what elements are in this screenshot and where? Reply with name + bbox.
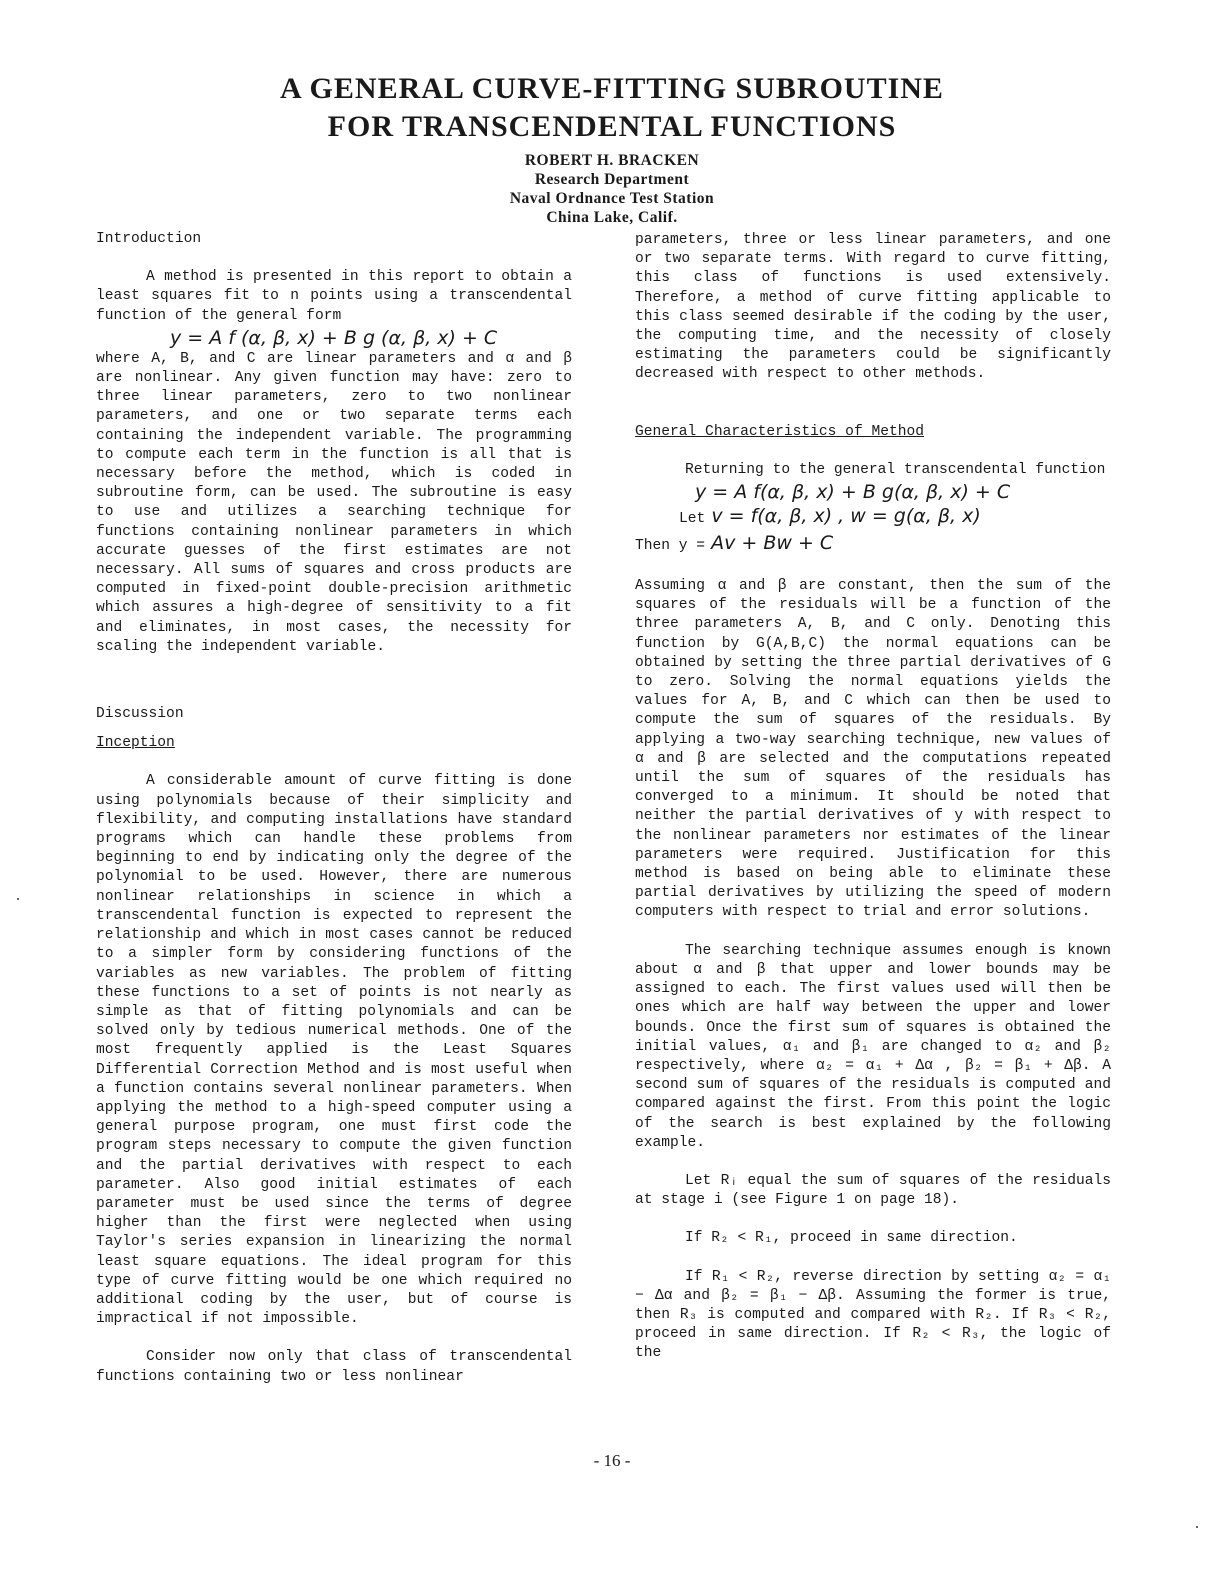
author-organization: Naval Ordnance Test Station	[509, 190, 715, 207]
right-column	[635, 231, 1111, 1364]
linear-form-equation	[635, 531, 1111, 558]
search-paragraph-2: Let Rᵢ equal the sum of squares of the residuals at stage i (see Figure 1 on page 18).	[635, 1172, 1111, 1209]
general-characteristics-heading: General Characteristics of Method	[635, 423, 925, 440]
general-paragraph-1: Returning to the general transcendental function	[685, 461, 1106, 478]
then-label: Then y =	[635, 538, 706, 555]
author-name: ROBERT H. BRACKEN	[524, 152, 700, 169]
author-location: China Lake, Calif.	[546, 209, 678, 226]
let-label: Let	[679, 511, 706, 528]
search-paragraph-3: If R₂ < R₁, proceed in same direction.	[685, 1230, 1018, 1247]
general-paragraph-2: Assuming α and β are constant, then the sum of the squares of the residuals will be a function of the three parameters A, B, and C only. Denoting this function by G(A,B,C) the normal equations can be obtained by setting the three partial derivatives of G to zero. Solving the normal equations yields the values for A, B, and C which can then be used to compute the sum of squares of the residuals. By applying a two-way searching technique, new values of α and β are selected and the computations repeated until the sum of squares of the residuals has converged to a minimum. It should be noted that neither the partial derivatives of y with respect to the nonlinear parameters nor estimates of the linear parameters were required. Justification for this method is based on being able to eliminate these partial derivatives by utilizing the speed of modern computers with respect to trial and error solutions.	[635, 578, 1111, 921]
inception-paragraph-1: A considerable amount of curve fitting is done using polynomials because of their simplicity and flexibility, and computing installations have standard programs which can handle these problems from beginning to end by indicating only the degree of the polynomial to be used. However, there are numerous nonlinear relationships in science in which a transcendental function is expected to represent the relationship and which in most cases cannot be reduced to a simpler form by considering functions of the variables as new variables. The problem of fitting these functions to a set of points is not nearly as simple as that of fitting polynomials and can be solved only by tedious numerical methods. One of the most frequently applied is the Least Squares Differential Correction Method and is most useful when a function contains several nonlinear parameters. When applying the method to a high-speed computer using a general purpose program, one must first code the program steps necessary to compute the given function and the partial derivatives with respect to each parameter. Also good initial estimates of each parameter must be used since the terms of degree higher than the first were neglected when using Taylor's series expansion in linearizing the normal least square equations. The ideal program for this type of curve fitting would be one which required no additional coding by the user, but of course is impractical if not impossible.	[96, 773, 572, 1328]
left-column	[96, 230, 572, 1387]
search-paragraph-1: The searching technique assumes enough is known about α and β that upper and lower bounds may be assigned to each. The first values used will then be ones which are half way between the upper and lower bounds. Once the first sum of squares is obtained the initial values, α₁ and β₁ are changed to α₂ and β₂ respectively, where α₂ = α₁ + Δα , β₂ = β₁ + Δβ. A second sum of squares of the residuals is computed and compared against the first. From this point the logic of the search is best explained by the following example.	[635, 942, 1111, 1151]
scan-speck	[1196, 1526, 1198, 1528]
continued-paragraph: parameters, three or less linear parameters, and one or two separate terms. With regard to curve fitting, this class of functions is used extensively. Therefore, a method of curve fitting applicable to this class seemed desirable if the coding by the user, the computing time, and the necessity of closely estimating the parameters could be significantly decreased with respect to other methods.	[635, 232, 1111, 383]
general-form-equation: y = A f (α, β, x) + B g (α, β, x) + C	[170, 326, 498, 349]
let-definitions: v = f(α, β, x) , w = g(α, β, x)	[711, 505, 981, 528]
search-paragraph-4: If R₁ < R₂, reverse direction by setting α₂ = α₁ − Δα and β₂ = β₁ − Δβ. Assuming the former is true, then R₃ is computed and compared with R₂. If R₃ < R₂, proceed in same direction. If R₂ < R₃, the logic of the	[635, 1268, 1111, 1362]
general-equation-restated: y = A f(α, β, x) + B g(α, β, x) + C	[695, 481, 1011, 504]
discussion-heading: Discussion	[96, 706, 184, 723]
inception-heading: Inception	[96, 735, 175, 752]
inception-paragraph-2: Consider now only that class of transcendental functions containing two or less nonlinear	[96, 1349, 572, 1385]
title-line-2: FOR TRANSCENDENTAL FUNCTIONS	[327, 110, 897, 143]
author-department: Research Department	[534, 171, 690, 188]
introduction-paragraph-1: A method is presented in this report to obtain a least squares fit to n points using a transcendental function of the general form	[96, 269, 572, 324]
then-expression: Av + Bw + C	[711, 532, 834, 555]
paper-title	[0, 70, 1224, 146]
substitution-equation	[635, 504, 1111, 531]
introduction-paragraph-2: where A, B, and C are linear parameters and α and β are nonlinear. Any given function may have: zero to three linear parameters, zero to two nonlinear parameters, and one or two separate terms each containing the independent variable. The programming to compute each term in the function is all that is necessary before the method, which is coded in subroutine form, can be used. The subroutine is easy to use and utilizes a searching technique for functions containing nonlinear parameters in which accurate guesses of the first estimates are not necessary. All sums of squares and cross products are computed in fixed-point double-precision arithmetic which assures a high-degree of sensitivity to a fit and eliminates, in most cases, the necessity for scaling the independent variable.	[96, 350, 572, 655]
scan-speck	[17, 898, 19, 900]
introduction-heading: Introduction	[96, 231, 202, 247]
title-line-1: A GENERAL CURVE-FITTING SUBROUTINE	[280, 72, 944, 105]
page-number: - 16 -	[593, 1451, 631, 1470]
author-block	[0, 151, 1224, 227]
